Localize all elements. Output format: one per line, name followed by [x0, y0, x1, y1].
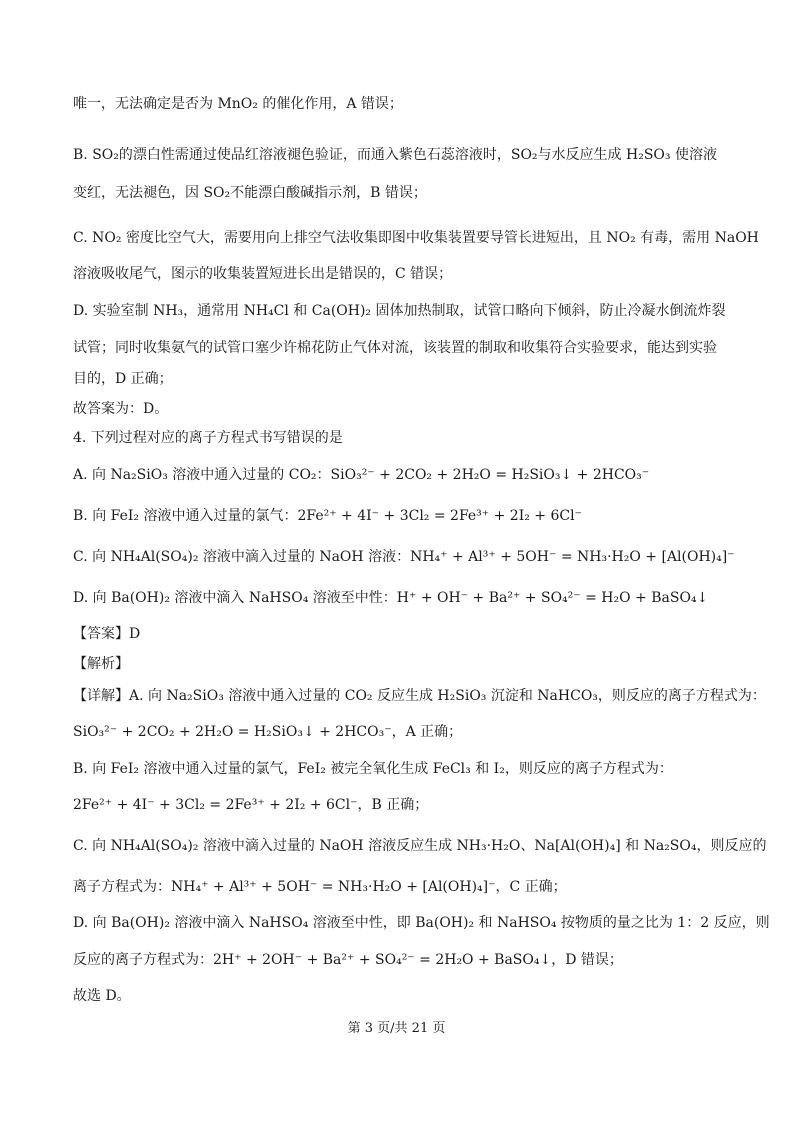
answer-label: 【答案】D [73, 626, 141, 642]
text-line: 试管；同时收集氨气的试管口塞少许棉花防止气体对流，该装置的制取和收集符合实验要求，能达到实验 [73, 340, 717, 356]
text-line: 唯一，无法确定是否为 MnO₂ 的催化作用，A 错误； [73, 96, 403, 112]
option-b: B. 向 FeI₂ 溶液中通入过量的氯气：2Fe²⁺ + 4I⁻ + 3Cl₂ = 2Fe³⁺ + 2I₂ + 6Cl⁻ [73, 508, 582, 524]
detail-b-1: B. 向 FeI₂ 溶液中通入过量的氯气，FeI₂ 被完全氧化生成 FeCl₃ 和 I₂，则反应的离子方程式为： [73, 761, 673, 777]
answer-line: 故答案为：D。 [73, 401, 169, 417]
detail-b-2: 2Fe²⁺ + 4I⁻ + 3Cl₂ = 2Fe³⁺ + 2I₂ + 6Cl⁻，B 正确； [73, 797, 429, 813]
question-title: 4. 下列过程对应的离子方程式书写错误的是 [73, 430, 343, 446]
detail-c-1: C. 向 NH₄Al(SO₄)₂ 溶液中滴入过量的 NaOH 溶液反应生成 NH₃·H₂O、Na[Al(OH)₄] 和 Na₂SO₄，则反应的 [73, 838, 767, 854]
detail-a-1: 【详解】A. 向 Na₂SiO₃ 溶液中通入过量的 CO₂ 反应生成 H₂SiO₃ 沉淀和 NaHCO₃，则反应的离子方程式为： [73, 688, 766, 704]
text-line: 变红，无法褪色，因 SO₂不能漂白酸碱指示剂，B 错误； [73, 185, 427, 201]
detail-c-2: 离子方程式为：NH₄⁺ + Al³⁺ + 5OH⁻ = NH₃·H₂O + [Al(OH)₄]⁻，C 正确； [73, 879, 567, 895]
text-line: 目的，D 正确； [73, 371, 173, 387]
text-line: C. NO₂ 密度比空气大，需要用向上排空气法收集即图中收集装置要导管长进短出，且 NO₂ 有毒，需用 NaOH [73, 230, 759, 246]
detail-a-2: SiO₃²⁻ + 2CO₂ + 2H₂O = H₂SiO₃↓ + 2HCO₃⁻，A 正确； [73, 724, 463, 740]
detail-d-1: D. 向 Ba(OH)₂ 溶液中滴入 NaHSO₄ 溶液至中性，即 Ba(OH)₂ 和 NaHSO₄ 按物质的量之比为 1：2 反应，则 [73, 915, 770, 931]
detail-d-2: 反应的离子方程式为：2H⁺ + 2OH⁻ + Ba²⁺ + SO₄²⁻ = 2H₂O + BaSO₄↓，D 错误； [73, 952, 623, 968]
final-answer: 故选 D。 [73, 988, 131, 1004]
analysis-label: 【解析】 [73, 656, 129, 672]
page-footer: 第 3 页/共 21 页 [347, 1021, 446, 1036]
option-d: D. 向 Ba(OH)₂ 溶液中滴入 NaHSO₄ 溶液至中性：H⁺ + OH⁻ + Ba²⁺ + SO₄²⁻ = H₂O + BaSO₄↓ [73, 590, 709, 606]
option-c: C. 向 NH₄Al(SO₄)₂ 溶液中滴入过量的 NaOH 溶液：NH₄⁺ + Al³⁺ + 5OH⁻ = NH₃·H₂O + [Al(OH)₄]⁻ [73, 549, 735, 565]
text-line: 溶液吸收尾气，图示的收集装置短进长出是错误的，C 错误； [73, 266, 453, 282]
option-a: A. 向 Na₂SiO₃ 溶液中通入过量的 CO₂：SiO₃²⁻ + 2CO₂ + 2H₂O = H₂SiO₃↓ + 2HCO₃⁻ [73, 467, 650, 483]
text-line: B. SO₂的漂白性需通过使品红溶液褪色验证，而通入紫色石蕊溶液时，SO₂与水反应生成 H₂SO₃ 使溶液 [73, 147, 717, 163]
text-line: D. 实验室制 NH₃，通常用 NH₄Cl 和 Ca(OH)₂ 固体加热制取，试管口略向下倾斜，防止冷凝水倒流炸裂 [73, 303, 726, 319]
